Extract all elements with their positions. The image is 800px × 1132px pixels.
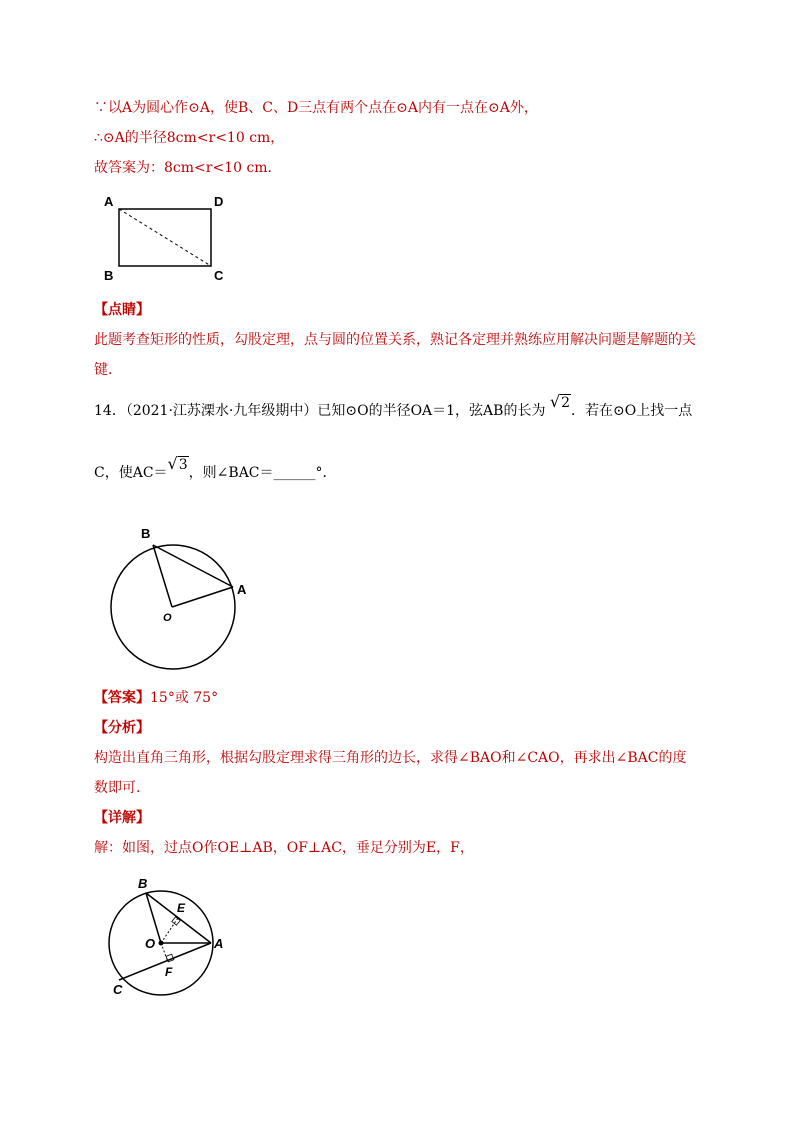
label-c: C bbox=[214, 268, 224, 283]
answer-value: 15°或 75° bbox=[150, 690, 219, 706]
label-a: A bbox=[214, 936, 224, 951]
label-b: B bbox=[138, 878, 148, 891]
label-a: A bbox=[237, 582, 247, 597]
tip-title: 【点睛】 bbox=[94, 302, 150, 318]
circle-figure-solution bbox=[105, 878, 235, 998]
question-line2-b: ，则∠BAC＝______°． bbox=[188, 465, 337, 481]
rectangle-figure bbox=[100, 190, 240, 285]
question-stem-a: 已知⊙O的半径OA＝1，弦AB的长为 bbox=[317, 403, 546, 419]
analysis-title: 【分析】 bbox=[94, 720, 150, 736]
radius-oa bbox=[172, 587, 233, 607]
question-number: 14． bbox=[94, 403, 126, 419]
chord-ab bbox=[153, 545, 233, 587]
question-14-line-1 bbox=[94, 392, 693, 421]
center-point-o bbox=[159, 941, 164, 946]
question-stem-b: ．若在⊙O上找一点 bbox=[571, 403, 693, 419]
diagonal-ac bbox=[119, 209, 211, 266]
tip-line-1: 此题考查矩形的性质，勾股定理，点与圆的位置关系，熟记各定理并熟练应用解决问题是解题的关 bbox=[94, 332, 696, 348]
analysis-line-1: 构造出直角三角形，根据勾股定理求得三角形的边长，求得∠BAO和∠CAO，再求出∠BAC的度 bbox=[94, 750, 687, 766]
detail-title: 【详解】 bbox=[94, 810, 150, 826]
label-a: A bbox=[104, 194, 114, 209]
answer-line bbox=[94, 688, 218, 708]
solution-line-2: ∴⊙A的半径8cm<r<10 cm， bbox=[94, 130, 285, 146]
label-c: C bbox=[113, 982, 123, 997]
solution-line-3: 故答案为：8cm<r<10 cm． bbox=[94, 160, 282, 176]
analysis-line-2: 数即可. bbox=[94, 780, 141, 796]
label-b: B bbox=[141, 526, 151, 541]
label-o: O bbox=[163, 612, 172, 624]
tip-line-2: 键． bbox=[94, 362, 122, 378]
label-b: B bbox=[104, 268, 114, 283]
sqrt-2: √2 bbox=[549, 392, 571, 411]
question-source: （2021·江苏溧水·九年级期中） bbox=[125, 403, 318, 419]
answer-title: 【答案】 bbox=[94, 690, 150, 706]
label-e: E bbox=[177, 901, 186, 915]
question-line2-a: C，使AC＝ bbox=[94, 465, 168, 481]
label-f: F bbox=[165, 965, 173, 979]
sqrt-3: √3 bbox=[167, 454, 188, 473]
solution-line-1: ∵以A为圆心作⊙A，使B、C、D三点有两个点在⊙A内有一点在⊙A外， bbox=[94, 100, 538, 116]
detail-line-1: 解：如图，过点O作OE⊥AB，OF⊥AC，垂足分别为E，F， bbox=[94, 840, 474, 856]
perpendicular-oe bbox=[161, 918, 178, 943]
label-o: O bbox=[145, 936, 156, 951]
label-d: D bbox=[214, 194, 224, 209]
circle-figure-question bbox=[105, 522, 265, 672]
question-14-line-2 bbox=[94, 454, 337, 483]
